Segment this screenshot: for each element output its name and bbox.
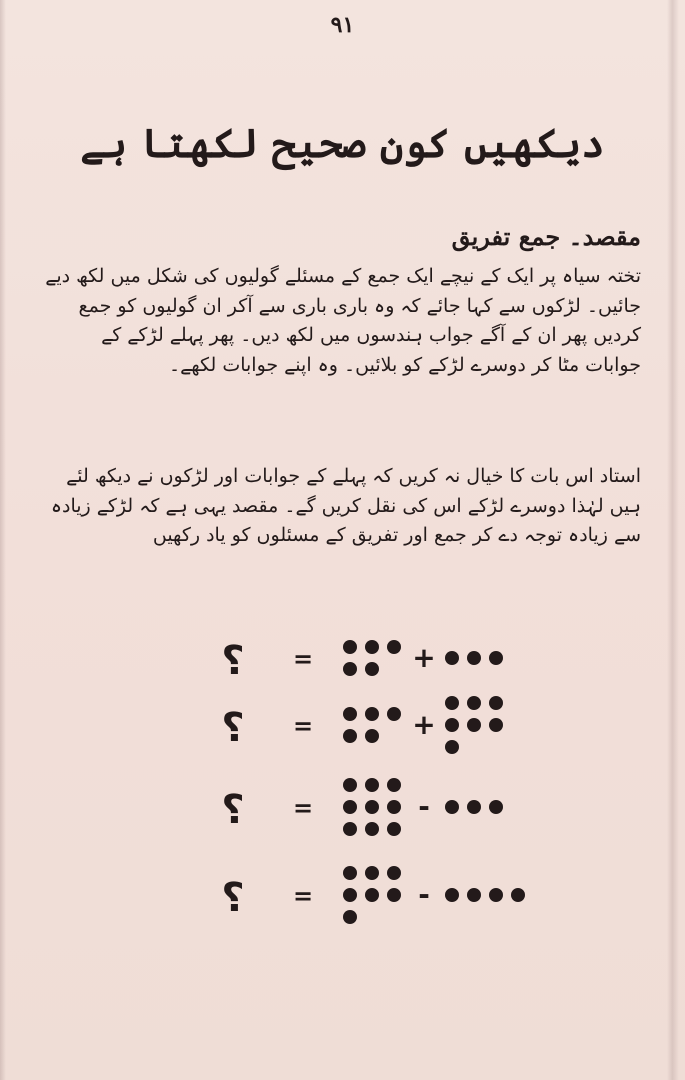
dot (387, 640, 401, 654)
equals-sign: = (292, 794, 314, 822)
page-fold-shadow (667, 0, 679, 1080)
dot-exercises (215, 630, 585, 950)
dot (467, 696, 481, 710)
dot (489, 651, 503, 665)
dot (387, 778, 401, 792)
exercise-drawing (215, 630, 585, 950)
minus-sign: - (418, 878, 430, 911)
dot (343, 910, 357, 924)
dot (489, 800, 503, 814)
dot (343, 662, 357, 676)
equals-sign: = (292, 712, 314, 740)
instruction-paragraph-1: تختہ سیاہ پر ایک کے نیچے ایک جمع کے مسئلے گولیوں کی شکل میں لکھ دیے جائیں۔ لڑکوں سے کہا جائے کہ وہ باری باری سے آکر ان گولیوں کو جمع کردیں پھر ان کے آگے جواب ہندسوں میں لکھ دیں۔ پھر پہلے لڑکے کے جوابات مٹا کر دوسرے لڑکے کو بلائیں۔ وہ اپنے جوابات لکھے۔ (45, 265, 641, 376)
page-title: دیکھیں کون صحیح لکھتا ہے (80, 120, 605, 167)
page-left-shadow (0, 0, 6, 1080)
dot (387, 822, 401, 836)
answer-question-mark: ؟ (221, 705, 245, 751)
answer-question-mark: ؟ (221, 875, 245, 921)
answer-question-mark: ؟ (221, 638, 245, 684)
dot (387, 866, 401, 880)
dot (365, 778, 379, 792)
plus-sign: + (412, 708, 436, 741)
dot (343, 640, 357, 654)
dot (445, 696, 459, 710)
dot (365, 800, 379, 814)
dot (467, 888, 481, 902)
dot (343, 729, 357, 743)
page-number: ۹۱ (330, 12, 355, 38)
objective-heading: مقصد۔ جمع تفریق (451, 222, 641, 251)
dot (387, 707, 401, 721)
dot (489, 888, 503, 902)
dot (445, 888, 459, 902)
dot (511, 888, 525, 902)
dot (365, 640, 379, 654)
dot (343, 888, 357, 902)
dot (489, 718, 503, 732)
minus-sign: - (418, 790, 430, 823)
dot (365, 662, 379, 676)
dot (445, 718, 459, 732)
dot (343, 707, 357, 721)
dot (387, 888, 401, 902)
instruction-paragraph-2: استاد اس بات کا خیال نہ کریں کہ پہلے کے جوابات اور لڑکوں نے دیکھ لئے ہیں لہٰذا دوسرے لڑکے اس کی نقل کریں گے۔ مقصد یہی ہے کہ لڑکے زیادہ سے زیادہ توجہ دے کر جمع اور تفریق کے مسئلوں کو یاد رکھیں (50, 465, 641, 546)
dot (343, 822, 357, 836)
equals-sign: = (292, 882, 314, 910)
plus-sign: + (412, 641, 436, 674)
dot (467, 651, 481, 665)
dot (467, 800, 481, 814)
dot (365, 866, 379, 880)
dot (445, 740, 459, 754)
dot (445, 651, 459, 665)
dot (387, 800, 401, 814)
dot (343, 866, 357, 880)
dot (343, 800, 357, 814)
dot (467, 718, 481, 732)
answer-question-mark: ؟ (221, 787, 245, 833)
equals-sign: = (292, 645, 314, 673)
dot (365, 707, 379, 721)
dot (445, 800, 459, 814)
dot (365, 822, 379, 836)
dot (489, 696, 503, 710)
dot (343, 778, 357, 792)
dot (365, 888, 379, 902)
dot (365, 729, 379, 743)
